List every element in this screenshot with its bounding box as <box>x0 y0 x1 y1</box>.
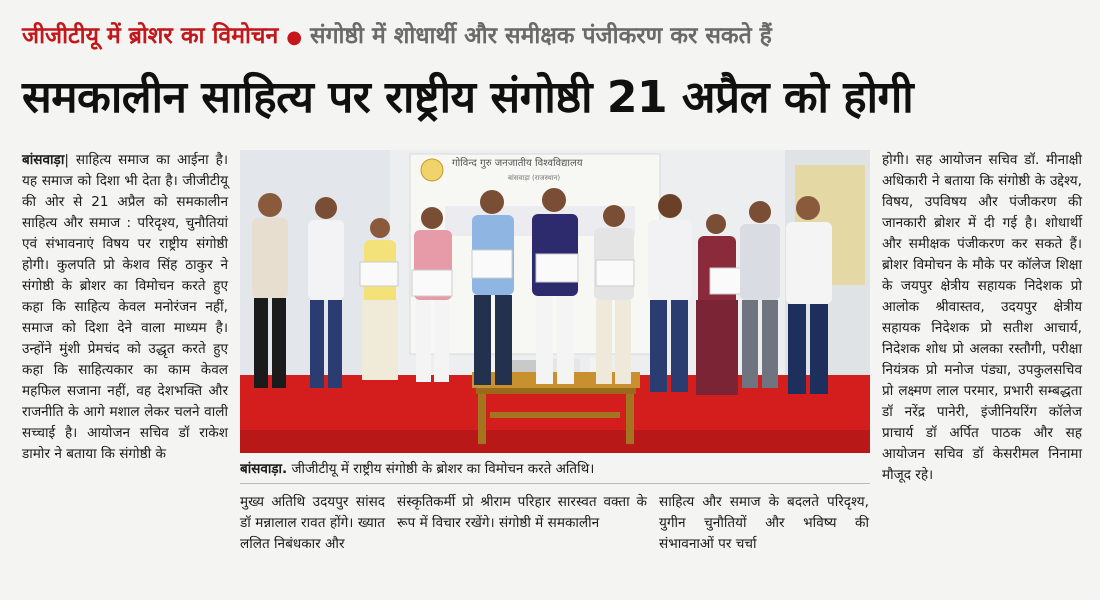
column-1-text: साहित्य समाज का आईना है। यह समाज को दिशा भी देता है। जीजीटीयू की ओर से 21 अप्रैल को समकालीन साहित्य और समाज : परिदृश्य, चुनौतियां एवं संभावनाएं विषय पर राष्ट्रीय संगोष्ठी होगी। कुलपति प्रो केशव सिंह ठाकुर ने संगोष्ठी के ब्रोशर का विमोचन करते हुए कहा कि साहित्य केवल मनोरंजन नहीं, समाज को दिशा देने वाला माध्यम है। उन्होंने मुंशी प्रेमचंद को उद्धृत करते हुए कहा कि साहित्यकार का काम केवल महफिल सजाना नहीं, वह देशभक्ति और राजनीति के आगे मशाल लेकर चलने वाली सच्चाई है। आयोजन सचिव डॉ राकेश डामोर ने बताया कि संगोष्ठी के <box>22 152 228 462</box>
article-column-2: मुख्य अतिथि उदयपुर सांसद डॉ मन्नालाल रावत होंगे। ख्यात ललित निबंधकार और <box>240 494 385 552</box>
article-column-1: बांसवाड़ा| साहित्य समाज का आईना है। यह समाज को दिशा भी देता है। जीजीटीयू की ओर से 21 अप्रैल को समकालीन साहित्य और समाज : परिदृश्य, चुनौतियां एवं संभावनाएं विषय पर राष्ट्रीय संगोष्ठी होगी। कुलपति प्रो केशव सिंह ठाकुर ने संगोष्ठी के ब्रोशर का विमोचन करते हुए कहा कि साहित्य केवल मनोरंजन नहीं, समाज को दिशा देने वाला माध्यम है। उन्होंने मुंशी प्रेमचंद को उद्धृत करते हुए कहा कि साहित्यकार का काम केवल महफिल सजाना नहीं, वह देशभक्ति और राजनीति के आगे मशाल लेकर चलने वाली सच्चाई है। आयोजन सचिव डॉ राकेश डामोर ने बताया कि संगोष्ठी के <box>22 152 228 462</box>
kicker-line <box>22 14 1082 58</box>
photo-caption <box>240 455 870 484</box>
article-column-3: संस्कृतिकर्मी प्रो श्रीराम परिहार सारस्वत वक्ता के रूप में विचार रखेंगे। संगोष्ठी में समकालीन <box>397 494 647 531</box>
banner-title: गोविन्द गुरु जनजातीय विश्वविद्यालय <box>452 158 583 169</box>
bullet-dot: ● <box>286 27 303 48</box>
headline: समकालीन साहित्य पर राष्ट्रीय संगोष्ठी 21 अप्रैल को होगी <box>22 72 914 123</box>
caption-place: बांसवाड़ा. <box>240 461 288 477</box>
kicker-grey: संगोष्ठी में शोधार्थी और समीक्षक पंजीकरण कर सकते हैं <box>310 23 772 49</box>
news-photo <box>240 150 870 453</box>
caption-text: जीजीटीयू में राष्ट्रीय संगोष्ठी के ब्रोशर का विमोचन करते अतिथि। <box>287 461 595 477</box>
dateline: बांसवाड़ा <box>22 152 65 168</box>
article-column-4: साहित्य और समाज के बदलते परिदृश्य, युगीन चुनौतियों और भविष्य की संभावनाओं पर चर्चा <box>659 494 869 552</box>
article-column-5: होगी। सह आयोजन सचिव डॉ. मीनाक्षी अधिकारी ने बताया कि संगोष्ठी के उद्देश्य, विषय, उपविषय और पंजीकरण की जानकारी ब्रोशर में दी गई है। शोधार्थी और समीक्षक पंजीकरण कर सकते हैं। ब्रोशर विमोचन के मौके पर कॉलेज शिक्षा के जयपुर क्षेत्रीय सहायक निदेशक प्रो आलोक श्रीवास्तव, उदयपुर क्षेत्रीय सहायक निदेशक प्रो सतीश आचार्य, निदेशक शोध प्रो अलका रस्तौगी, परीक्षा नियंत्रक प्रो मनोज पंड्या, उपकुलसचिव प्रो लक्ष्मण लाल परमार, प्रभारी सम्बद्धता डॉ नरेंद्र पानेरी, इंजीनियरिंग कॉलेज प्राचार्य डॉ अर्पित पाठक और सह आयोजन सचिव डॉ केसरीमल निनामा मौजूद रहे। <box>882 152 1082 483</box>
kicker-red: जीजीटीयू में ब्रोशर का विमोचन <box>22 23 279 49</box>
banner-subtitle: बांसवाड़ा (राजस्थान) <box>508 174 561 182</box>
